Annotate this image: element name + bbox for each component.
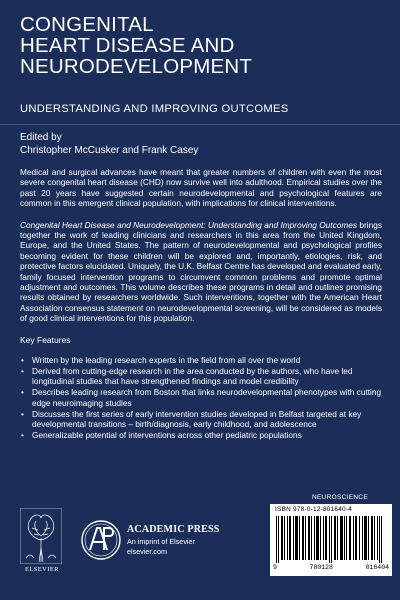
key-feature-item: • Discusses the first series of early intervention studies developed in Belfast targeted at key developmental transitions – birth/diagnosis, early childhood, and adolescence <box>21 408 362 429</box>
edited-by-label: Edited by <box>20 132 62 143</box>
isbn-label: ISBN 978-0-12-801640-4 <box>275 506 353 513</box>
bullet-icon: • <box>21 429 24 440</box>
bullet-icon: • <box>21 355 24 365</box>
bullet-icon: • <box>21 408 24 419</box>
key-features-heading: Key Features <box>20 335 71 345</box>
book-title <box>20 14 390 77</box>
description-paragraph-2 <box>20 220 382 324</box>
barcode-icon <box>276 516 386 563</box>
key-features-list <box>20 355 382 441</box>
book-title-italic: Congenital Heart Disease and Neurodevelopment: Understanding and Improving Outcomes <box>20 219 358 230</box>
editors-block <box>20 131 198 157</box>
key-feature-item: • Written by the leading research experts in the field from all over the world <box>21 355 301 365</box>
bullet-icon: • <box>21 365 24 376</box>
description-paragraph-1: Medical and surgical advances have meant that greater numbers of children with even the most severe congenital heart disease (CHD) now survive well into adulthood. Empirical studies over the past 20 years have suggested certain neurodevelopmental and psychological features are common in this emergent clinical population, with implications for clinical interventions. <box>20 167 382 209</box>
title-line-1: CONGENITAL <box>20 13 154 36</box>
barcode-digits: 9 780128 016404 <box>273 564 389 571</box>
publisher-name: ACADEMIC PRESS <box>127 524 220 535</box>
publisher-imprint: An imprint of Elsevier <box>127 537 195 546</box>
key-feature-item: • Describes leading research from Boston that links neurodevelopmental phenotypes with cutting edge neuroimaging studies <box>21 387 382 408</box>
divider <box>0 124 400 125</box>
elsevier-tree-logo-icon <box>20 508 62 564</box>
book-subtitle: UNDERSTANDING AND IMPROVING OUTCOMES <box>20 103 289 115</box>
isbn-barcode <box>270 504 392 576</box>
publisher-website: elsevier.com <box>127 547 167 556</box>
title-line-2: HEART DISEASE AND <box>20 34 235 57</box>
elsevier-wordmark: ELSEVIER <box>25 566 59 573</box>
description-paragraph-2-text: brings together the work of leading clinicians and researchers in this area from the United Kingdom, Europe, and the United States. The pattern of neurodevelopmental and psychological profiles becoming evident for these children will be explored and, importantly, etiologies, risk, and protective factors elucidated. Uniquely, the U.K. Belfast Centre has developed and evaluated early, family focused intervention programs to circumvent common problems and promote optimal adjustment and outcomes. This volume describes these programs in detail and outlines promising results obtained by researchers worldwide. Such interventions, together with the American Heart Association consensus statement on neurodevelopmental screening, will be considered as models of good clinical interventions for this population. <box>20 219 382 324</box>
title-line-3: NEURODEVELOPMENT <box>20 55 253 78</box>
publisher-info <box>127 524 220 556</box>
editor-names: Christopher McCusker and Frank Casey <box>20 145 199 156</box>
bullet-icon: • <box>21 387 24 398</box>
academic-press-logo-icon <box>80 512 122 568</box>
subject-category: NEUROSCIENCE <box>312 494 368 501</box>
key-feature-item: • Generalizable potential of interventions across other pediatric populations <box>21 429 302 440</box>
key-feature-item: • Derived from cutting-edge research in the area conducted by the authors, who have led longitudinal studies that have strengthened findings and model credibility <box>21 365 353 387</box>
description <box>20 167 382 335</box>
